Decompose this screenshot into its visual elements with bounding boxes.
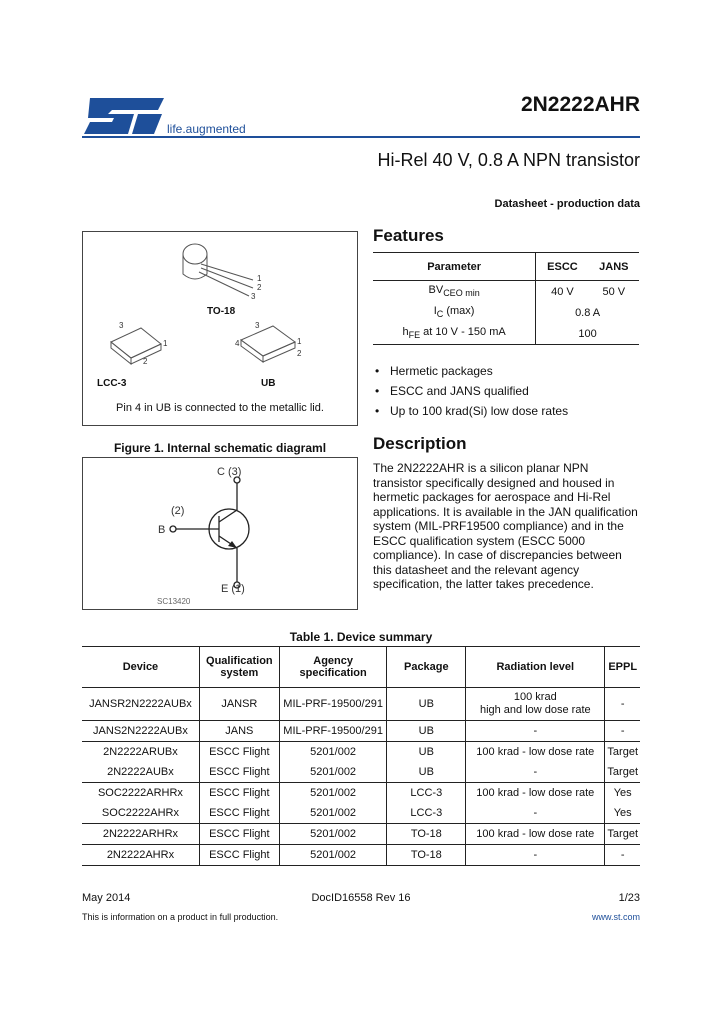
features-row-hfe [373, 323, 639, 345]
footer-date: May 2014 [82, 892, 131, 904]
features-value-ic: 0.8 A [536, 302, 639, 323]
col-package: Package [387, 647, 466, 688]
cell-package: TO-18 [387, 824, 466, 845]
to18-label: TO-18 [207, 306, 236, 317]
cell-device: JANS2N2222AUBx [82, 721, 199, 742]
cell-qual: ESCC Flight [199, 824, 279, 845]
list-item: • Up to 100 krad(Si) low dose rates [373, 404, 568, 418]
features-value-hfe: 100 [536, 323, 639, 345]
table-row [82, 721, 640, 742]
features-row-ic [373, 302, 639, 323]
cell-agency: 5201/002 [279, 803, 387, 824]
cell-eppl: Yes [605, 803, 640, 824]
cell-qual: ESCC Flight [199, 803, 279, 824]
package-drawings [82, 231, 358, 426]
ub-label: UB [261, 378, 276, 389]
to18-pin-2: 2 [257, 283, 262, 292]
cell-agency: MIL-PRF-19500/291 [279, 721, 387, 742]
schematic-diagram [82, 457, 358, 610]
cell-package: UB [387, 688, 466, 721]
page-subtitle: Hi-Rel 40 V, 0.8 A NPN transistor [377, 150, 640, 170]
cell-radiation: - [466, 845, 605, 866]
cell-radiation: 100 krad high and low dose rate [466, 688, 605, 721]
cell-qual: JANS [199, 721, 279, 742]
to18-pin-3: 3 [251, 292, 256, 301]
cell-eppl: Target [605, 824, 640, 845]
features-table [373, 252, 639, 345]
cell-agency: 5201/002 [279, 762, 387, 783]
device-summary-header [82, 647, 640, 688]
features-header-parameter: Parameter [373, 253, 536, 281]
cell-eppl: - [605, 845, 640, 866]
lcc3-pin-2: 2 [143, 357, 148, 366]
cell-device: 2N2222AUBx [107, 766, 174, 778]
cell-qual: JANSR [199, 688, 279, 721]
lcc3-label: LCC-3 [97, 378, 127, 389]
emitter-label: E (1) [221, 583, 245, 595]
features-escc-bvceo: 40 V [536, 281, 589, 303]
list-item: • Hermetic packages [373, 364, 568, 378]
cell-package: UB [387, 742, 466, 763]
cell-radiation: 100 krad - low dose rate [466, 824, 605, 845]
col-radiation: Radiation level [466, 647, 605, 688]
cell-package: LCC-3 [387, 803, 466, 824]
header-rule [82, 136, 640, 138]
cell-eppl: - [605, 721, 640, 742]
npn-schematic [83, 458, 357, 609]
cell-device: 2N2222ARHRx [82, 824, 199, 845]
cell-radiation: 100 krad - low dose rate [466, 742, 605, 763]
table-row [82, 824, 640, 845]
ub-pin-3: 3 [255, 321, 260, 330]
cell-eppl: Yes [605, 783, 640, 804]
description-text: The 2N2222AHR is a silicon planar NPN transistor specifically designed and housed in hermetic packages for aerospace and Hi-Rel applications. It is available in the JAN qualification system (MIL-PRF19500 compliance) and in the ESCC qualification system (ESCC 5000 compliance). In case of discrepancies between this datasheet and the relevant agency specification, the latter takes precedence. [373, 461, 638, 591]
cell-package: UB [387, 721, 466, 742]
table-row [82, 845, 640, 866]
col-device: Device [82, 647, 199, 688]
features-list [373, 364, 568, 424]
figure-title: Figure 1. Internal schematic diagraml [113, 441, 327, 455]
table-row [82, 742, 640, 763]
lcc3-pin-1: 1 [163, 339, 168, 348]
ub-pin-2: 2 [297, 349, 302, 358]
datasheet-label: Datasheet - production data [494, 198, 640, 210]
col-eppl: EPPL [605, 647, 640, 688]
collector-label: C (3) [217, 466, 242, 478]
col-qualification: Qualification system [199, 647, 279, 688]
footer-url[interactable]: www.st.com [591, 912, 640, 922]
device-summary-title: Table 1. Device summary [289, 630, 433, 644]
cell-device: 2N2222ARUBx [82, 742, 199, 763]
cell-radiation: - [466, 762, 605, 783]
footer-info: This is information on a product in full production. [82, 912, 279, 922]
col-agency: Agency specification [279, 647, 387, 688]
table-row [82, 783, 640, 804]
ub-pin-1: 1 [297, 337, 302, 346]
cell-radiation: 100 krad - low dose rate [466, 783, 605, 804]
cell-eppl: Target [605, 762, 640, 783]
package-outline-drawing [83, 232, 357, 425]
features-param-hfe: $h_{FE}$ at 10 V - 150 mA [373, 323, 536, 345]
features-param-bvceo: $BV_{CEO min}$ [428, 284, 480, 299]
cell-qual: ESCC Flight [199, 783, 279, 804]
brand-tagline: life.augmented [167, 122, 246, 136]
cell-eppl: Target [605, 742, 640, 763]
cell-qual: ESCC Flight [199, 845, 279, 866]
package-note: Pin 4 in UB is connected to the metallic lid. [116, 402, 324, 414]
features-param-ic: $I_C$ (max) [433, 305, 475, 320]
table-row [82, 803, 640, 824]
cell-radiation: - [466, 721, 605, 742]
cell-qual: ESCC Flight [199, 742, 279, 763]
figure-code: SC13420 [157, 597, 191, 606]
device-summary-table [82, 646, 640, 866]
features-table-header [373, 253, 639, 281]
cell-agency: 5201/002 [279, 845, 387, 866]
cell-agency: 5201/002 [279, 742, 387, 763]
cell-package: LCC-3 [387, 783, 466, 804]
ub-pin-4: 4 [235, 339, 240, 348]
features-header-jans: JANS [589, 253, 639, 281]
cell-device: SOC2222ARHRx [82, 783, 199, 804]
features-header-escc: ESCC [536, 253, 589, 281]
cell-package: TO-18 [387, 845, 466, 866]
base-pin-label: (2) [171, 505, 185, 517]
table-row [82, 762, 640, 783]
features-row-bvceo [373, 281, 639, 303]
list-item: • ESCC and JANS qualified [373, 384, 568, 398]
cell-package: UB [387, 762, 466, 783]
cell-device: SOC2222AHRx [101, 807, 179, 819]
cell-device: 2N2222AHRx [82, 845, 199, 866]
description-heading: Description [373, 434, 467, 453]
lcc3-pin-3: 3 [119, 321, 124, 330]
footer-doc-id: DocID16558 Rev 16 [311, 892, 411, 904]
cell-agency: 5201/002 [279, 824, 387, 845]
features-heading: Features [373, 226, 444, 245]
cell-agency: MIL-PRF-19500/291 [279, 688, 387, 721]
features-jans-bvceo: 50 V [602, 285, 626, 298]
base-label: B [158, 524, 166, 536]
cell-qual: ESCC Flight [199, 762, 279, 783]
cell-device: JANSR2N2222AUBx [89, 697, 192, 710]
footer-page: 1/23 [618, 892, 640, 904]
cell-agency: 5201/002 [279, 783, 387, 804]
cell-radiation: - [466, 803, 605, 824]
to18-pin-1: 1 [257, 274, 262, 283]
cell-eppl: - [605, 688, 640, 721]
table-row [82, 688, 640, 721]
part-number: 2N2222AHR [520, 93, 640, 116]
